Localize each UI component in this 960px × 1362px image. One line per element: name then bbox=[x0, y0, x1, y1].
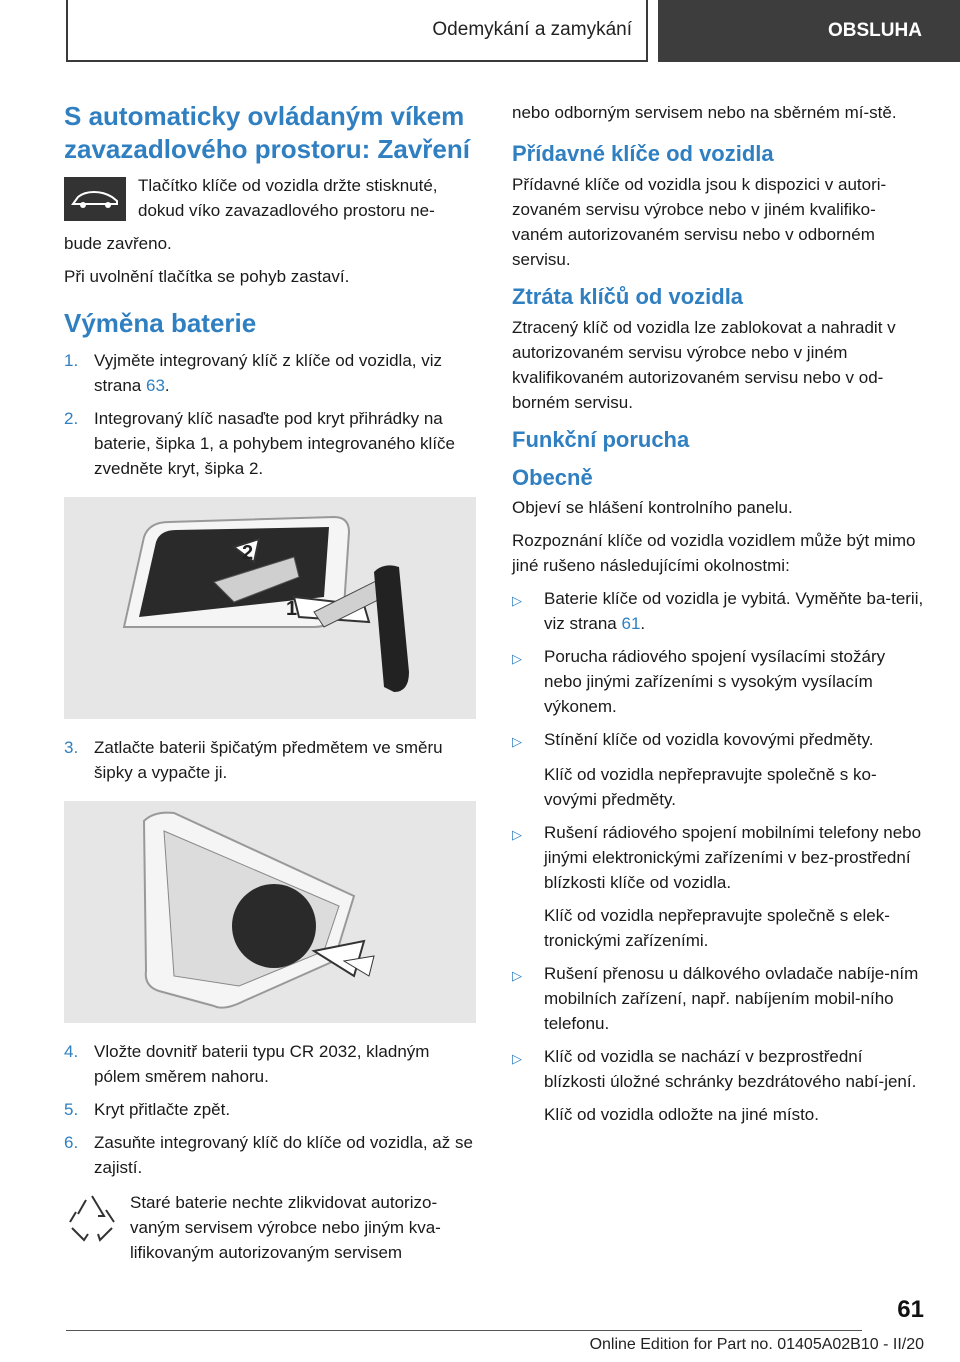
release-note: Při uvolnění tlačítka se pohyb zastaví. bbox=[64, 267, 350, 286]
key-cover-illustration bbox=[64, 497, 476, 719]
list-item: 6. Zasuňte integrovaný klíč do klíče od vozidla, až se zajistí. bbox=[64, 1132, 473, 1177]
recycle-icon bbox=[64, 1190, 120, 1273]
page-link[interactable]: 63 bbox=[145, 375, 165, 395]
list-item: ▷ Porucha rádiového spojení vysílacími stožáry nebo jinými zařízeními s vysokým vysílacím výkonem. bbox=[512, 644, 926, 719]
header-box bbox=[66, 0, 648, 62]
heading-malfunction: Funkční porucha bbox=[512, 426, 690, 452]
bullet-arrow-icon: ▷ bbox=[512, 968, 522, 984]
icon-text: Tlačítko klíče od vozidla držte stisknuté, dokud víko zavazadlového prostoru ne- bbox=[138, 176, 438, 220]
footer-edition: Online Edition for Part no. 01405A02B10 - II/20 bbox=[589, 1336, 924, 1353]
key-loss-text: Ztracený klíč od vozidla lze zablokovat a nahradit v autorizovaném servisu výrobce nebo v jiném kvalifikovaném autorizovaném servisu nebo v od-borném servisu. bbox=[512, 317, 896, 412]
heading-key-loss: Ztráta klíčů od vozidla bbox=[512, 283, 744, 309]
heading-extra-keys: Přídavné klíče od vozidla bbox=[512, 141, 774, 166]
svg-text:1: 1 bbox=[286, 597, 298, 620]
bullet-arrow-icon: ▷ bbox=[512, 827, 522, 843]
list-item: 3. Zatlačte baterii špičatým předmětem ve směru šipky a vypačte ji. bbox=[64, 737, 443, 782]
bullet-arrow-icon: ▷ bbox=[512, 593, 522, 609]
list-item: ▷ Baterie klíče od vozidla je vybitá. Vyměňte ba-terii, viz strana 61. bbox=[512, 586, 926, 636]
heading-general: Obecně bbox=[512, 465, 593, 491]
list-item: ▷ Rušení rádiového spojení mobilními telefony nebo jinými elektronickými zařízeními v bez-prostřední blízkosti klíče od vozidla. bbox=[512, 820, 926, 895]
svg-text:2: 2 bbox=[242, 541, 254, 564]
continued-text: nebo odborným servisem nebo na sběrném mí-stě. bbox=[512, 103, 897, 122]
general-text-2: Rozpoznání klíče od vozidla vozidlem může být mimo jiné rušeno následujícími okolnostmi: bbox=[512, 531, 916, 576]
icon-paragraph bbox=[64, 173, 476, 231]
bullet-arrow-icon: ▷ bbox=[512, 734, 522, 750]
bullet-note: Klíč od vozidla odložte na jiné místo. bbox=[544, 1105, 819, 1125]
bullet-arrow-icon: ▷ bbox=[512, 651, 522, 667]
steps-list bbox=[64, 1039, 476, 1180]
page-link[interactable]: 61 bbox=[621, 614, 641, 634]
list-item: ▷ Stínění klíče od vozidla kovovými předměty. bbox=[512, 727, 926, 754]
extra-keys-text: Přídavné klíče od vozidla jsou k dispozici v autori-zovaném servisu výrobce nebo v jiném kvalifiko-vaném autorizovaném servisu nebo v odborném servisu. bbox=[512, 174, 887, 269]
steps-list bbox=[64, 348, 476, 481]
bullet-note: Klíč od vozidla nepřepravujte společně s ko-vovými předměty. bbox=[544, 765, 877, 810]
figure-key-open-cover bbox=[64, 497, 476, 719]
list-item: 4. Vložte dovnitř baterii typu CR 2032, kladným pólem směrem nahoru. bbox=[64, 1041, 430, 1086]
list-item: 1. Vyjměte integrovaný klíč z klíče od vozidla, viz strana 63. bbox=[64, 350, 443, 395]
header-section-tab: OBSLUHA bbox=[658, 0, 960, 62]
bullet-arrow-icon: ▷ bbox=[512, 1051, 522, 1067]
figure-key-battery bbox=[64, 801, 476, 1023]
heading-auto-tailgate: S automaticky ovládaným víkem zavazadlového prostoru: Zavření bbox=[64, 101, 470, 164]
general-text-1: Objeví se hlášení kontrolního panelu. bbox=[512, 498, 793, 518]
page-number: 61 bbox=[897, 1296, 924, 1323]
interference-list bbox=[512, 586, 926, 1127]
recycle-note bbox=[64, 1190, 476, 1273]
icon-text-continued: bude zavřeno. bbox=[64, 234, 172, 253]
key-battery-illustration bbox=[64, 801, 476, 1023]
list-item: ▷ Klíč od vozidla se nachází v bezprostřední blízkosti úložné schránky bezdrátového nabí-jení. bbox=[512, 1044, 926, 1094]
header-title: Odemykání a zamykání bbox=[432, 19, 632, 40]
list-item: ▷ Rušení přenosu u dálkového ovladače nabíje-ním mobilních zařízení, např. nabíjením mobil-ního telefonu. bbox=[512, 961, 926, 1036]
right-column bbox=[512, 100, 926, 1135]
car-tailgate-icon bbox=[64, 177, 126, 221]
heading-battery-replacement: Výměna baterie bbox=[64, 308, 257, 338]
recycle-text: Staré baterie nechte zlikvidovat autorizo-vaným servisem výrobce nebo jiným kva-lifikovaným autorizovaným servisem bbox=[130, 1192, 441, 1262]
bullet-note: Klíč od vozidla nepřepravujte společně s elek-tronickými zařízeními. bbox=[544, 906, 890, 951]
list-item: 5. Kryt přitlačte zpět. bbox=[64, 1099, 231, 1119]
footer-divider bbox=[66, 1330, 862, 1331]
list-item: 2. Integrovaný klíč nasaďte pod kryt přihrádky na baterie, šipka 1, a pohybem integrovaného klíče zvedněte kryt, šipka 2. bbox=[64, 408, 456, 478]
steps-list bbox=[64, 735, 476, 785]
left-column bbox=[64, 100, 476, 1273]
